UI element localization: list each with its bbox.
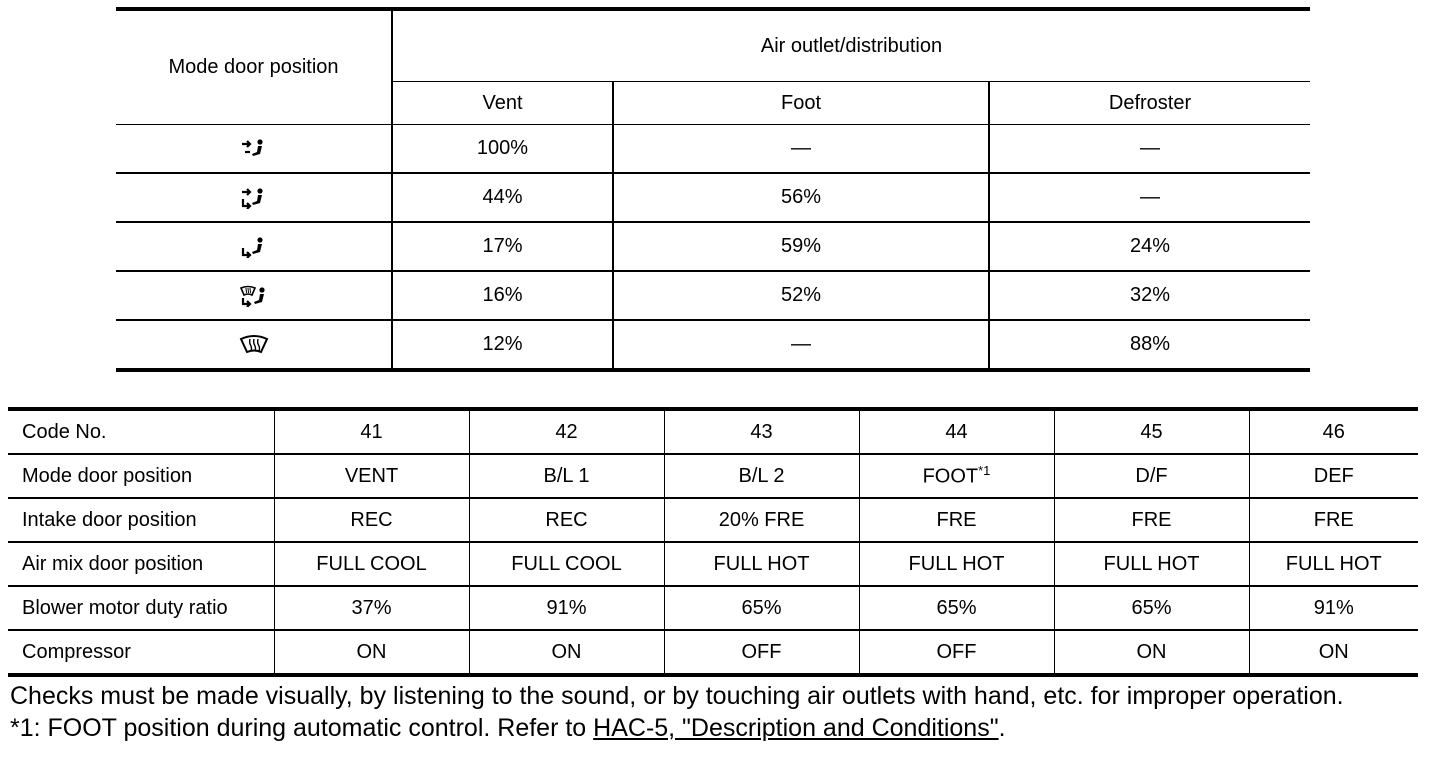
foot-value: —	[613, 125, 989, 174]
foot-column-header: Foot	[613, 82, 989, 125]
vent-value: 12%	[392, 320, 613, 370]
code-cell	[859, 454, 1054, 498]
code-cell: FRE	[1249, 498, 1418, 542]
code-cell: REC	[469, 498, 664, 542]
footnote-end: .	[998, 714, 1006, 742]
mode-cell	[116, 271, 392, 320]
code-row	[8, 630, 1418, 675]
notes	[10, 680, 1430, 744]
distribution-row	[116, 125, 1310, 174]
code-cell: 65%	[1054, 586, 1249, 630]
code-cell: 91%	[1249, 586, 1418, 630]
row-label: Intake door position	[8, 498, 274, 542]
code-cell: B/L 2	[664, 454, 859, 498]
defroster-column-header: Defroster	[989, 82, 1310, 125]
code-cell: FULL HOT	[859, 542, 1054, 586]
code-row	[8, 409, 1418, 454]
code-cell: 44	[859, 409, 1054, 454]
foot-value: 56%	[613, 173, 989, 222]
code-cell: REC	[274, 498, 469, 542]
distribution-row	[116, 222, 1310, 271]
code-cell: 43	[664, 409, 859, 454]
foot-value: 59%	[613, 222, 989, 271]
code-cell: 41	[274, 409, 469, 454]
foot-value: —	[613, 320, 989, 370]
vent-column-header: Vent	[392, 82, 613, 125]
foot-value: FOOT	[922, 465, 979, 488]
row-label: Mode door position	[8, 454, 274, 498]
mode-cell	[116, 125, 392, 174]
code-cell: FULL HOT	[1249, 542, 1418, 586]
code-cell: ON	[274, 630, 469, 675]
reference-link[interactable]: HAC-5, "Description and Conditions"	[593, 714, 999, 742]
row-label: Compressor	[8, 630, 274, 675]
code-row	[8, 498, 1418, 542]
defroster-value: 32%	[989, 271, 1310, 320]
vent-value: 100%	[392, 125, 613, 174]
foot-mode-icon	[239, 236, 269, 258]
code-row	[8, 586, 1418, 630]
code-cell: FULL COOL	[274, 542, 469, 586]
code-cell: VENT	[274, 454, 469, 498]
row-label: Blower motor duty ratio	[8, 586, 274, 630]
code-cell: D/F	[1054, 454, 1249, 498]
code-cell: FULL HOT	[664, 542, 859, 586]
code-row	[8, 542, 1418, 586]
footnote-mark: *1	[978, 463, 991, 479]
code-cell: 91%	[469, 586, 664, 630]
code-cell: 45	[1054, 409, 1249, 454]
footnote-text: *1: FOOT position during automatic control. Refer to	[10, 714, 594, 742]
code-cell: ON	[1054, 630, 1249, 675]
defrost-mode-icon	[239, 334, 269, 356]
mode-cell	[116, 320, 392, 370]
air-outlet-distribution-header: Air outlet/distribution	[392, 9, 1310, 82]
code-cell: DEF	[1249, 454, 1418, 498]
code-number-table	[8, 407, 1418, 677]
row-label: Code No.	[8, 409, 274, 454]
vent-mode-icon	[239, 138, 269, 160]
code-cell: 65%	[664, 586, 859, 630]
defroster-value: —	[989, 173, 1310, 222]
distribution-row	[116, 173, 1310, 222]
check-note: Checks must be made visually, by listening to the sound, or by touching air outlets with hand, etc. for improper operation.	[10, 682, 1344, 710]
vent-value: 44%	[392, 173, 613, 222]
distribution-row	[116, 271, 1310, 320]
code-cell: FRE	[1054, 498, 1249, 542]
code-cell: ON	[1249, 630, 1418, 675]
code-cell: OFF	[664, 630, 859, 675]
foot-value: 52%	[613, 271, 989, 320]
code-cell: 65%	[859, 586, 1054, 630]
code-row	[8, 454, 1418, 498]
code-cell: 37%	[274, 586, 469, 630]
code-cell: ON	[469, 630, 664, 675]
bilevel-mode-icon	[239, 187, 269, 209]
code-cell: 20% FRE	[664, 498, 859, 542]
code-cell: FRE	[859, 498, 1054, 542]
mode-cell	[116, 173, 392, 222]
code-cell: B/L 1	[469, 454, 664, 498]
mode-cell	[116, 222, 392, 271]
defroster-value: —	[989, 125, 1310, 174]
code-cell: OFF	[859, 630, 1054, 675]
vent-value: 16%	[392, 271, 613, 320]
defroster-value: 88%	[989, 320, 1310, 370]
mode-door-position-header: Mode door position	[116, 9, 392, 125]
footnote	[10, 712, 1430, 744]
vent-value: 17%	[392, 222, 613, 271]
foot-defrost-mode-icon	[239, 285, 269, 307]
distribution-row	[116, 320, 1310, 370]
code-cell: 42	[469, 409, 664, 454]
code-cell: FULL COOL	[469, 542, 664, 586]
row-label: Air mix door position	[8, 542, 274, 586]
defroster-value: 24%	[989, 222, 1310, 271]
code-cell: 46	[1249, 409, 1418, 454]
air-distribution-table	[116, 7, 1310, 372]
code-cell: FULL HOT	[1054, 542, 1249, 586]
